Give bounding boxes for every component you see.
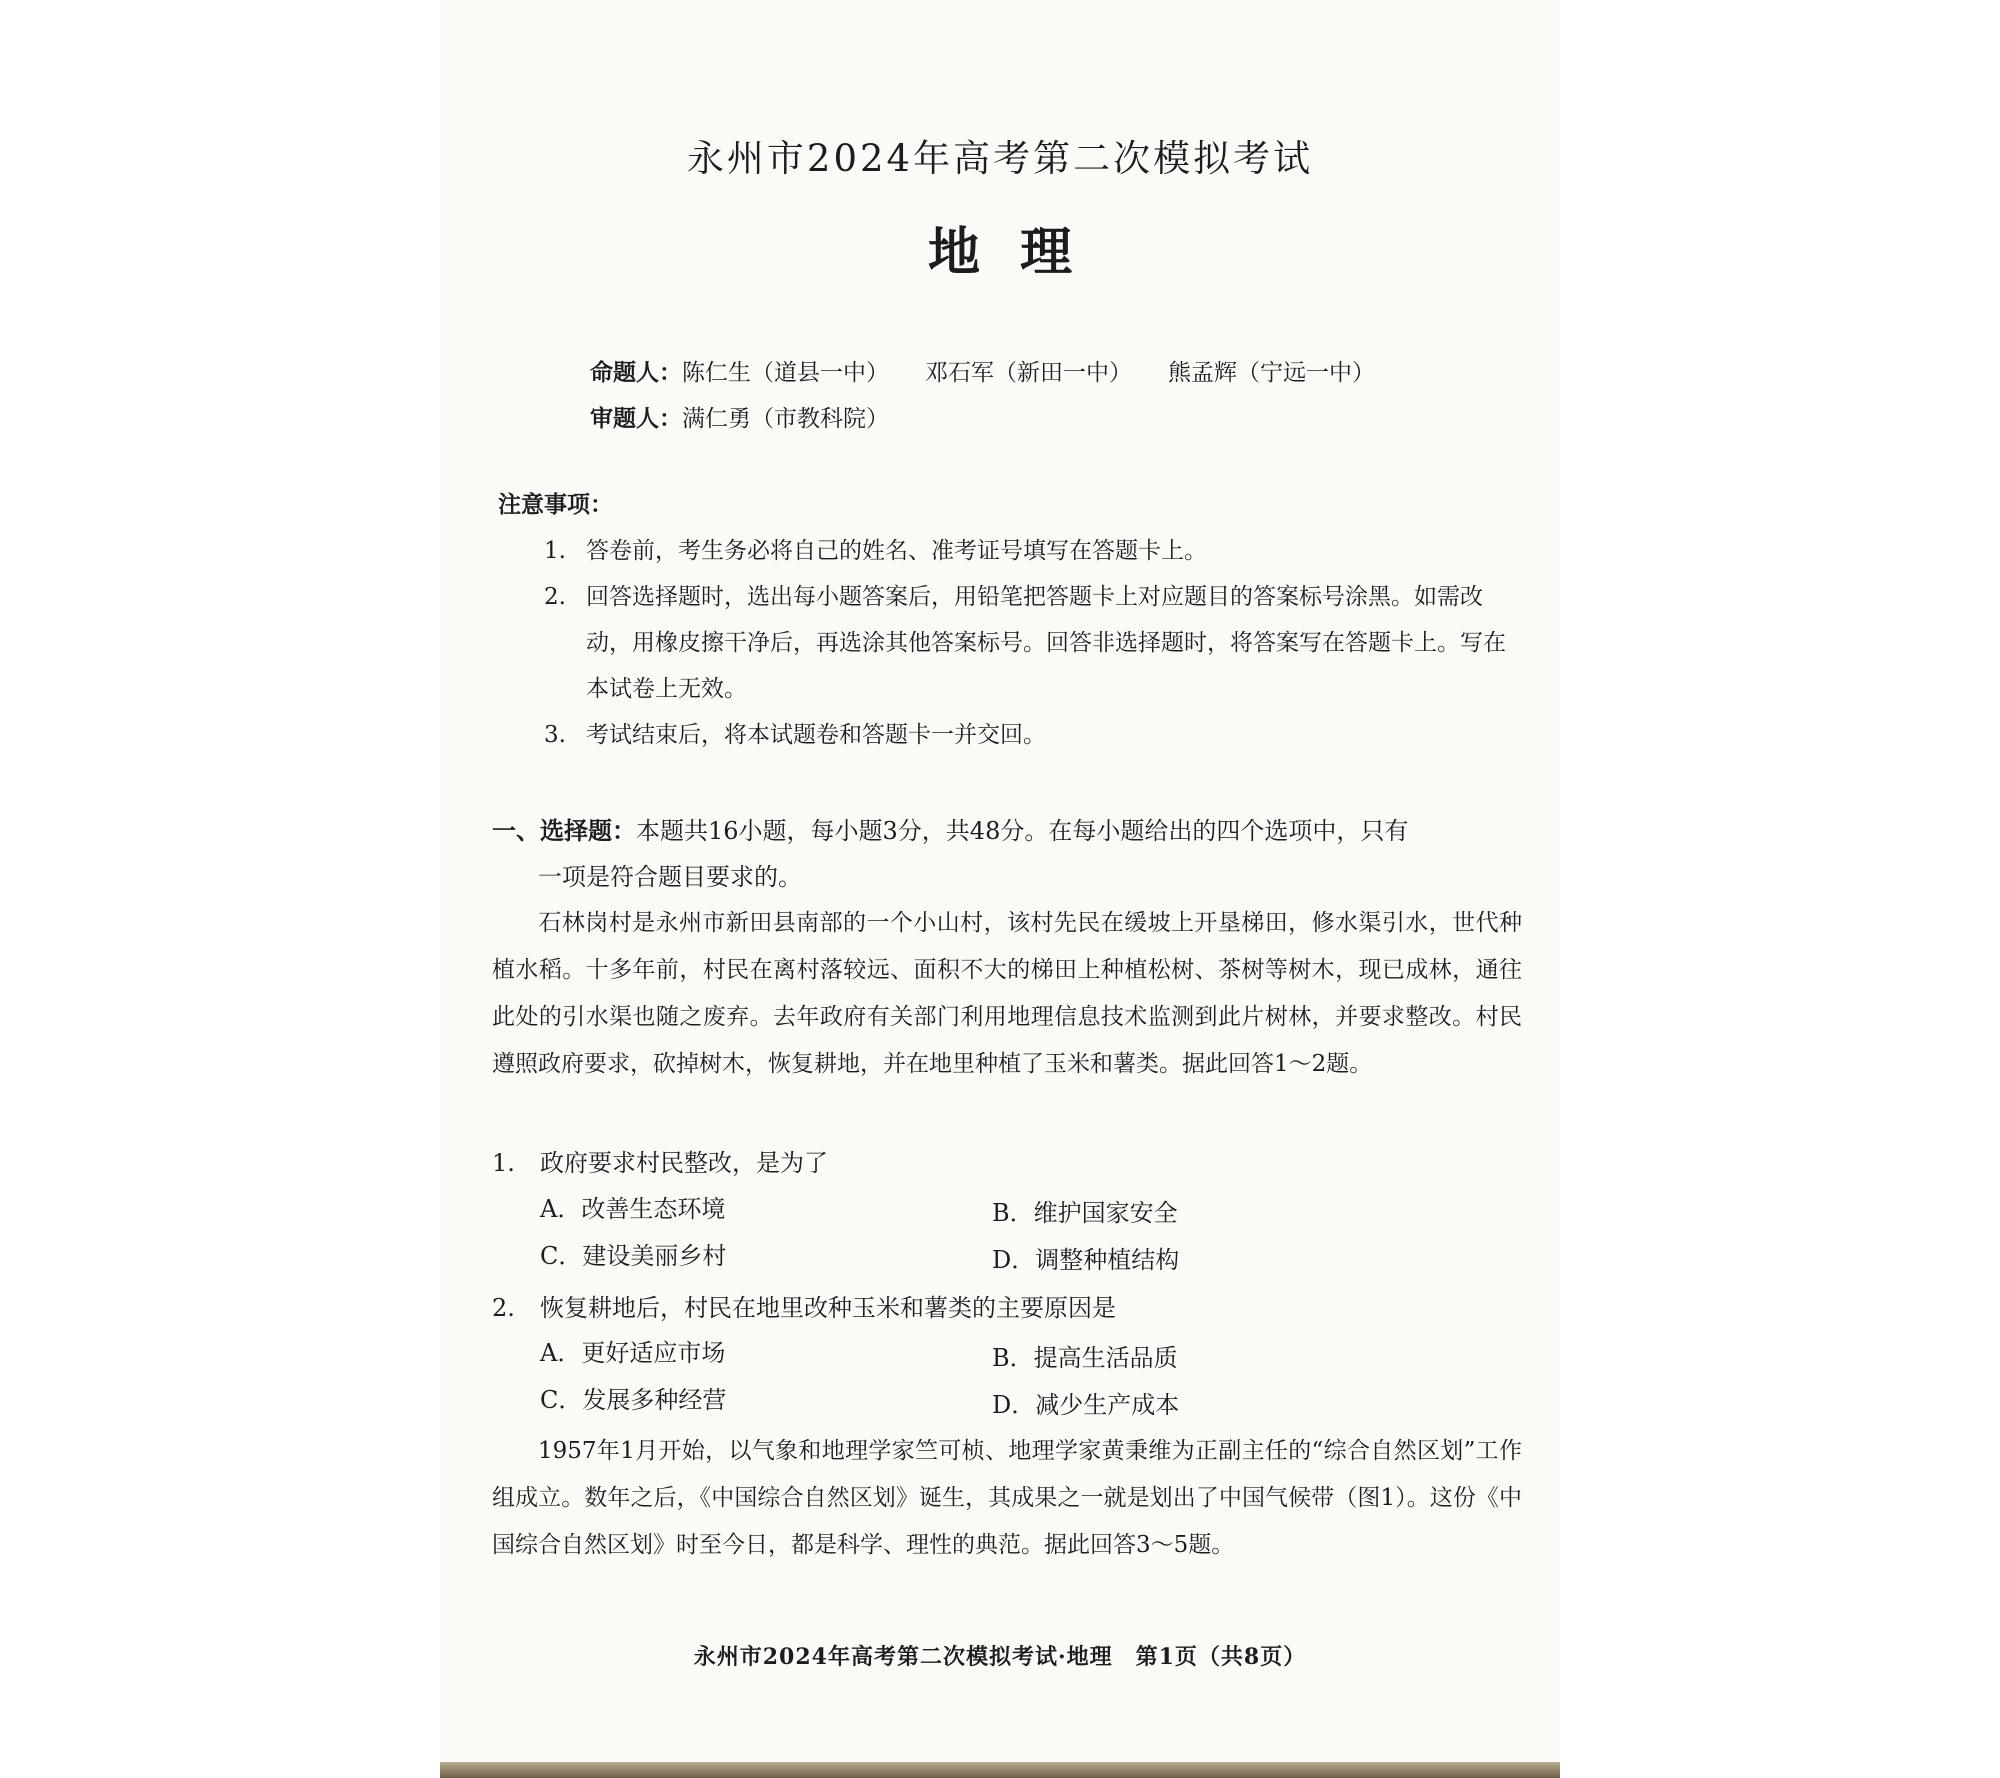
setter-3: 熊孟辉（宁远一中） <box>1168 360 1375 386</box>
setter-1: 陈仁生（道县一中） <box>682 360 889 386</box>
note-text: 答卷前，考生务必将自己的姓名、准考证号填写在答题卡上。 <box>586 538 1207 564</box>
reviewer-label: 审题人： <box>590 405 682 432</box>
question-2-option-b: B．提高生活品质 <box>992 1344 1178 1372</box>
section-text-continued: 一项是符合题目要求的。 <box>538 863 802 891</box>
question-1-option-b: B．维护国家安全 <box>992 1199 1178 1227</box>
note-item <box>498 712 1508 758</box>
exam-title: 永州市2024年高考第二次模拟考试 <box>686 137 1314 180</box>
question-1-option-c: C．建设美丽乡村 <box>540 1242 727 1270</box>
page-footer: 永州市2024年高考第二次模拟考试·地理 第1页（共8页） <box>693 1644 1307 1670</box>
setter-2: 邓石军（新田一中） <box>925 360 1132 386</box>
subject-title: 地理 <box>927 222 1112 283</box>
question-1-stem <box>492 1140 828 1186</box>
note-number: 2. <box>544 584 566 610</box>
note-number: 1. <box>544 538 566 564</box>
setter-label: 命题人： <box>590 359 682 386</box>
question-1-option-d: D．调整种植结构 <box>992 1246 1180 1274</box>
question-1-option-a: A．改善生态环境 <box>540 1195 726 1223</box>
notes-heading: 注意事项： <box>498 491 613 518</box>
question-text: 恢复耕地后，村民在地里改种玉米和薯类的主要原因是 <box>540 1294 1116 1322</box>
note-item <box>498 574 1508 712</box>
notes-block <box>498 482 1508 758</box>
authors-block <box>590 350 1375 442</box>
reviewer-row <box>590 396 1375 442</box>
question-2-stem <box>492 1285 1116 1331</box>
passage-2 <box>492 1428 1522 1569</box>
setters-row <box>590 350 1375 396</box>
section-label: 一、选择题： <box>492 816 636 845</box>
passage-2-text: 1957年1月开始，以气象和地理学家竺可桢、地理学家黄秉维为正副主任的“综合自然区划”工作组成立。数年之后，《中国综合自然区划》诞生，其成果之一就是划出了中国气候带（图1）。这份《中国综合自然区划》时至今日，都是科学、理性的典范。据此回答3～5题。 <box>492 1438 1522 1558</box>
question-number: 2. <box>492 1294 515 1322</box>
note-item <box>498 528 1508 574</box>
note-number: 3. <box>544 722 566 748</box>
passage-1-text: 石林岗村是永州市新田县南部的一个小山村，该村先民在缓坡上开垦梯田，修水渠引水，世代种植水稻。十多年前，村民在离村落较远、面积不大的梯田上种植松树、茶树等树木，现已成林，通往此处的引水渠也随之废弃。去年政府有关部门利用地理信息技术监测到此片树林，并要求整改。村民遵照政府要求，砍掉树木，恢复耕地，并在地里种植了玉米和薯类。据此回答1～2题。 <box>492 910 1522 1077</box>
question-2-option-c: C．发展多种经营 <box>540 1386 727 1414</box>
page-bottom-edge <box>440 1762 1560 1778</box>
section-heading <box>492 808 1522 900</box>
section-text: 本题共16小题，每小题3分，共48分。在每小题给出的四个选项中，只有 <box>636 817 1409 845</box>
reviewer: 满仁勇（市教科院） <box>682 406 889 432</box>
question-text: 政府要求村民整改，是为了 <box>540 1149 828 1177</box>
passage-1 <box>492 900 1522 1088</box>
question-2-option-d: D．减少生产成本 <box>992 1391 1180 1419</box>
exam-paper-page <box>440 0 1560 1778</box>
note-text: 考试结束后，将本试题卷和答题卡一并交回。 <box>586 722 1046 748</box>
question-2-option-a: A．更好适应市场 <box>540 1339 726 1367</box>
note-text: 回答选择题时，选出每小题答案后，用铅笔把答题卡上对应题目的答案标号涂黑。如需改动，用橡皮擦干净后，再选涂其他答案标号。回答非选择题时，将答案写在答题卡上。写在本试卷上无效。 <box>586 584 1506 702</box>
question-number: 1. <box>492 1149 515 1177</box>
